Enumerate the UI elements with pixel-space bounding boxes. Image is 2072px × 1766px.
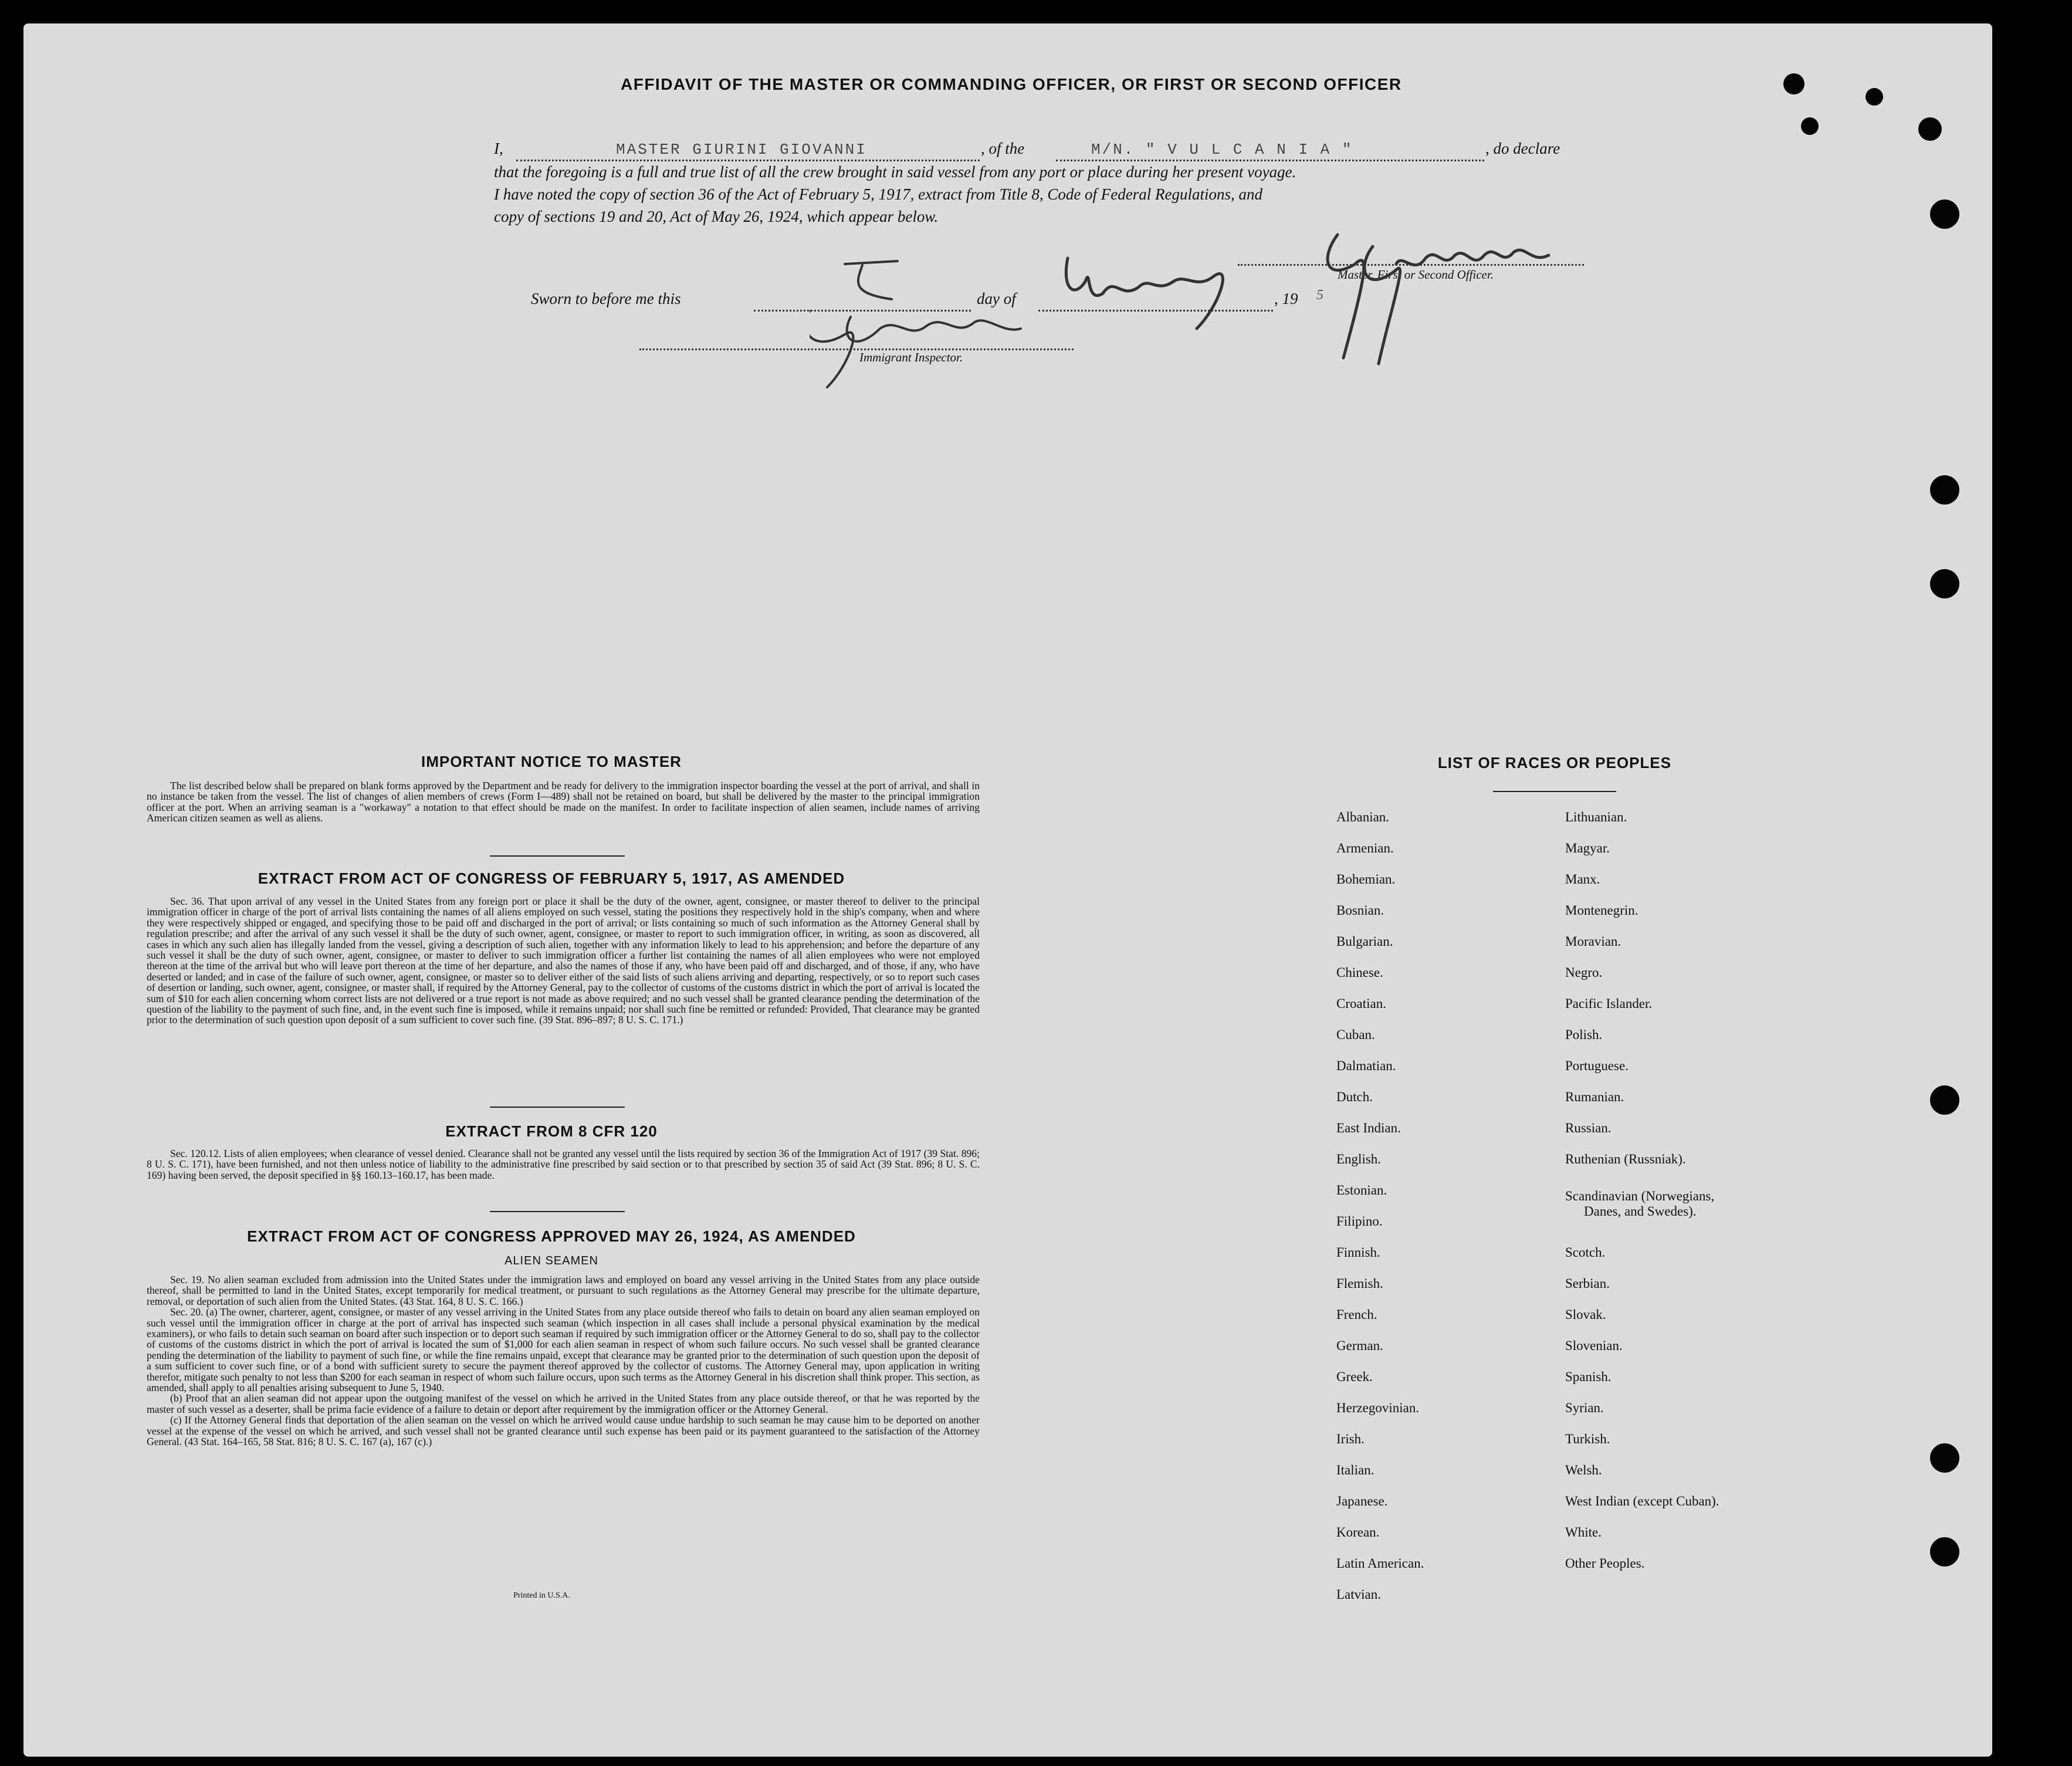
sworn-label: Sworn to before me this [531, 290, 681, 307]
race-item: Lithuanian. [1565, 810, 1627, 824]
race-item: Slovak. [1565, 1307, 1606, 1322]
notice-paragraph: The list described below shall be prepared on blank forms approved by the Department and be ready for delivery to the immigration inspector boarding the vessel at the port of arrival, and shall in no instance be taken from the vessel. The list of changes of alien members of crews (Form I—489) shall not be retained on board, but shall be delivered by the master to the principal immigration officer at the port. When an arriving seaman is a "workaway" a notation to that effect should be made on the manifest. In order to facilitate inspection of alien seamen, include names of arriving American citizen seamen as well as aliens. [147, 780, 980, 824]
race-item: Bulgarian. [1336, 934, 1393, 949]
extract-1924-title: EXTRACT FROM ACT OF CONGRESS APPROVED MAY 26, 1924, AS AMENDED [247, 1227, 856, 1245]
race-item: Moravian. [1565, 934, 1621, 949]
day-of-label: day of [977, 290, 1016, 307]
race-item: Manx. [1565, 872, 1600, 887]
divider [490, 1107, 625, 1108]
race-item: Rumanian. [1565, 1090, 1624, 1104]
race-item: Greek. [1336, 1369, 1373, 1384]
race-item: Dutch. [1336, 1090, 1373, 1104]
race-item: Welsh. [1565, 1463, 1602, 1477]
race-item: West Indian (except Cuban). [1565, 1494, 1719, 1508]
of-the-label: , of the [981, 140, 1025, 157]
race-item: Bosnian. [1336, 903, 1384, 918]
handwritten-signatures [810, 211, 1619, 399]
notice-title: IMPORTANT NOTICE TO MASTER [421, 753, 682, 770]
extract-1917-title: EXTRACT FROM ACT OF CONGRESS OF FEBRUARY 5, 1917, AS AMENDED [258, 870, 845, 887]
race-item: Syrian. [1565, 1400, 1604, 1415]
master-name-field [516, 141, 980, 161]
vessel-name: M/N. " V U L C A N I A " [1091, 141, 1353, 158]
race-item: Turkish. [1565, 1432, 1610, 1446]
race-item: Polish. [1565, 1027, 1603, 1042]
race-item: Irish. [1336, 1432, 1365, 1446]
handwritten-inspector-signature [810, 311, 1021, 387]
race-item: Estonian. [1336, 1183, 1387, 1197]
race-item: Scotch. [1565, 1245, 1606, 1260]
race-item: English. [1336, 1152, 1382, 1166]
handwritten-master-signature [1328, 235, 1549, 364]
extract-1924-paragraph: (c) If the Attorney General finds that deportation of the alien seaman on the vessel on which he arrived would cause undue hardship to such seaman he may cause him to be deported on another vessel at the expense of the vessel on which he arrived, and such vessel shall not be granted clearance until such expense has been paid or its payment guaranteed to the satisfaction of the Attorney General. (43 Stat. 164–165, 58 Stat. 816; 8 U. S. C. 167 (a), 167 (c).) [147, 1414, 980, 1448]
declaration-line-4: copy of sections 19 and 20, Act of May 26, 1924, which appear below. [494, 208, 939, 225]
punch-hole [1930, 1443, 1959, 1473]
race-item: Italian. [1336, 1463, 1374, 1477]
extract-1917-text [147, 896, 980, 1026]
race-item: Filipino. [1336, 1214, 1383, 1229]
extract-1924-text [147, 1274, 980, 1447]
race-item: Spanish. [1565, 1369, 1611, 1384]
extract-cfr-title: EXTRACT FROM 8 CFR 120 [445, 1122, 658, 1140]
race-item: Ruthenian (Russniak). [1565, 1152, 1686, 1166]
race-item: Portuguese. [1565, 1058, 1629, 1073]
race-item: Negro. [1565, 965, 1603, 980]
extract-1924-paragraph: (b) Proof that an alien seaman did not appear upon the outgoing manifest of the vessel on which he arrived in the United States from any place outside thereof, or that he was reported by the master of such vessel as a deserter, shall be prima facie evidence of a failure to detain or deport after requirement by the immigration officer or the Attorney General. [147, 1392, 980, 1415]
punch-hole [1918, 117, 1942, 141]
punch-hole [1801, 117, 1819, 135]
race-item: Montenegrin. [1565, 903, 1638, 918]
punch-hole [1783, 73, 1804, 94]
punch-hole [1930, 199, 1959, 229]
race-item: Serbian. [1565, 1276, 1610, 1291]
notice-text [147, 780, 980, 824]
year-label: , 19 [1274, 290, 1298, 307]
race-item: Herzegovinian. [1336, 1400, 1420, 1415]
inspector-caption: Immigrant Inspector. [859, 350, 963, 364]
handwritten-day [845, 261, 898, 299]
handwritten-month [1066, 258, 1223, 329]
race-item: German. [1336, 1338, 1383, 1353]
race-item: Chinese. [1336, 965, 1383, 980]
divider [490, 855, 625, 857]
race-item: Croatian. [1336, 996, 1386, 1011]
race-item: Armenian. [1336, 841, 1394, 855]
race-item: Scandinavian (Norwegians, [1565, 1189, 1715, 1203]
extract-1917-paragraph: Sec. 36. That upon arrival of any vessel in the United States from any foreign port or place it shall be the duty of the owner, agent, consignee, or master thereof to deliver to the principal immigration officer in charge of the port of arrival lists containing the names of all aliens employed on such vessel, stating the positions they respectively hold in the ship's company, when and where they were respectively shipped or engaged, and specifying those to be paid off and discharged in the port of arrival; or lists containing so much of such information as the Attorney General shall by regulation prescribe; and after the arrival of any such vessel it shall be the duty of such owner, agent, consignee, or master to report to such immigration officer, in writing, as soon as discovered, all cases in which any such alien has illegally landed from the vessel, giving a description of such alien, together with any information likely to lead to his apprehension; and before the departure of any such vessel it shall be the duty of such owner, agent, consignee, or master to deliver to such immigration officer a further list containing the names of all alien employees who were not employed thereon at the time of the arrival but who will leave port thereon at the time of her departure, and also the names of those if any, who have been paid off and discharged, and of those, if any, who have deserted or landed; and in case of the failure of such owner, agent, consignee, or master so to deliver either of the said lists of such aliens arriving and departing, respectively, or so to report such cases of desertion or landing, such owner, agent, consignee, or master shall, if required by the Attorney General, pay to the collector of customs of the customs district in which the port of arrival is located the sum of $10 for each alien concerning whom correct lists are not delivered or a true report is not made as above required; and no such vessel shall be granted clearance pending the determination of the question of the liability to the payment of such fine, and, in the event such fine is imposed, while it remains unpaid; nor shall such fine be remitted or refunded: Provided, That clearance may be granted prior to the determination of such question upon deposit of a sum sufficient to cover such fine. (39 Stat. 896–897; 8 U. S. C. 171.) [147, 895, 980, 1026]
master-name: MASTER GIURINI GIOVANNI [616, 141, 867, 158]
race-item: Other Peoples. [1565, 1556, 1645, 1571]
race-item: Cuban. [1336, 1027, 1375, 1042]
race-item: Finnish. [1336, 1245, 1380, 1260]
master-caption: Master, First or Second Officer. [1338, 268, 1494, 282]
extract-cfr-text [147, 1148, 980, 1180]
race-item: Flemish. [1336, 1276, 1383, 1291]
race-item: French. [1336, 1307, 1377, 1322]
race-item: Albanian. [1336, 810, 1390, 824]
race-item: White. [1565, 1525, 1602, 1540]
declaration-line-2: that the foregoing is a full and true list of all the crew brought in said vessel from any port or place during her present voyage. [494, 163, 1296, 181]
punch-hole [1930, 569, 1959, 598]
year-suffix: 5 [1316, 287, 1323, 303]
do-declare-label: , do declare [1485, 140, 1560, 157]
race-item: Latin American. [1336, 1556, 1424, 1571]
race-item: Russian. [1565, 1121, 1611, 1135]
race-item: Danes, and Swedes). [1584, 1204, 1697, 1219]
race-item: Korean. [1336, 1525, 1380, 1540]
punch-hole [1930, 1537, 1959, 1567]
races-title: LIST OF RACES OR PEOPLES [1437, 754, 1672, 772]
declaration-line-3: I have noted the copy of section 36 of the Act of February 5, 1917, extract from Title 8, Code of Federal Regulations, and [494, 185, 1263, 203]
extract-1924-paragraph: Sec. 20. (a) The owner, charterer, agent, consignee, or master of any vessel arriving in the United States from any place outside thereof who fails to detain on board any alien seaman employed on such vessel until the immigration officer in charge at the port of arrival has inspected such seaman (which inspection in all cases shall include a personal physical examination by the medical examiners), or who fails to detain such seaman on board after such inspection or to deport such seaman if required by such immigration officer or the Attorney General to do so, shall pay to the collector of customs of the customs district in which the port of arrival is located the sum of $1,000 for each alien seaman in respect of whom such failure occurs. No such vessel shall be granted clearance pending the determination of the liability to payment of such fine, or while the fine remains unpaid, except that clearance may be granted prior to the determination of such question upon the deposit of a sum sufficient to cover such fine, or of a bond with sufficient surety to secure the payment thereof approved by the collector of customs. The Attorney General may, upon application in writing therefor, mitigate such penalty to not less than $200 for each seaman in respect of whom such failure occurs, upon such terms as the Attorney General in his discretion shall think proper. This section, as amended, shall apply to all penalties arising subsequent to June 5, 1940. [147, 1306, 980, 1394]
race-item: Latvian. [1336, 1587, 1381, 1602]
divider [1493, 791, 1616, 792]
divider [490, 1211, 625, 1212]
race-item: Japanese. [1336, 1494, 1388, 1508]
vessel-name-field [1056, 141, 1484, 161]
extract-cfr-paragraph: Sec. 120.12. Lists of alien employees; when clearance of vessel denied. Clearance shall not be granted any vessel until the lists required by section 36 of the Immigration Act of 1917 (39 Stat. 896; 8 U. S. C. 171), have been furnished, and not then unless notice of liability to the administrative fine prescribed by said section or to that prescribed by section 35 of said Act (39 Stat. 896; 8 U. S. C. 169) having been served, the deposit specified in §§ 160.13–160.17, has been made. [147, 1148, 980, 1181]
extract-1924-paragraph: Sec. 19. No alien seaman excluded from admission into the United States under the immigration laws and employed on board any vessel arriving in the United States from any place outside thereof, shall be permitted to land in the United States, except temporarily for medical treatment, or pursuant to such regulations as the Attorney General may prescribe for the ultimate departure, removal, or deportation of such alien from the United States. (43 Stat. 164, 8 U. S. C. 166.) [147, 1274, 980, 1307]
race-item: Slovenian. [1565, 1338, 1623, 1353]
printed-in-usa: Printed in U.S.A. [513, 1591, 570, 1600]
alien-seamen-subtitle: ALIEN SEAMEN [505, 1254, 598, 1267]
race-item: East Indian. [1336, 1121, 1401, 1135]
punch-hole [1930, 1085, 1959, 1115]
affidavit-title: AFFIDAVIT OF THE MASTER OR COMMANDING OFFICER, OR FIRST OR SECOND OFFICER [621, 75, 1402, 93]
race-item: Pacific Islander. [1565, 996, 1653, 1011]
race-item: Dalmatian. [1336, 1058, 1396, 1073]
race-item: Magyar. [1565, 841, 1610, 855]
race-item: Bohemian. [1336, 872, 1396, 887]
punch-hole [1930, 475, 1959, 505]
declaration-prefix: I, [494, 140, 503, 157]
punch-hole [1866, 88, 1883, 106]
